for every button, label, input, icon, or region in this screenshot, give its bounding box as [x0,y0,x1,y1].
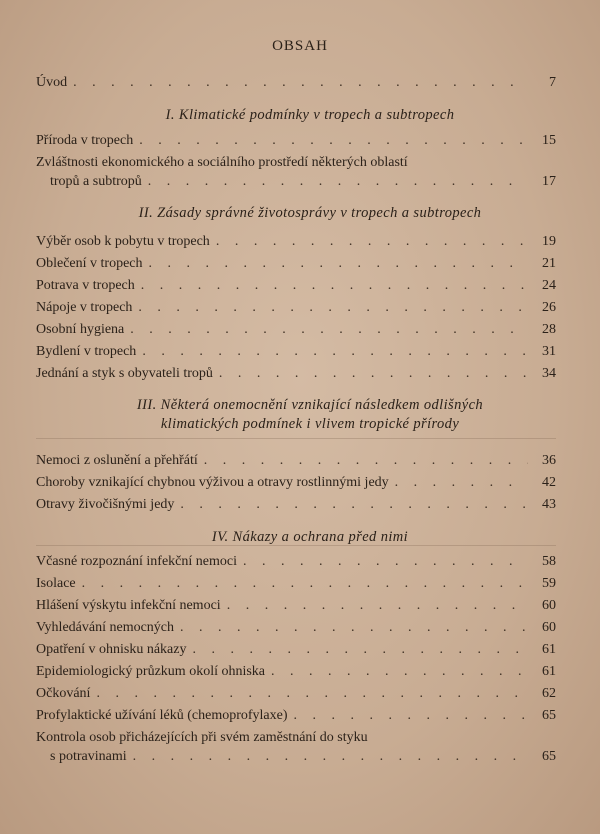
dot-leader [180,495,528,514]
toc-entry[interactable] [36,728,556,766]
entry-title: Profylaktické užívání léků (chemoprofylaxe) [36,708,288,723]
dot-leader [96,684,528,703]
toc-entry[interactable] [36,298,556,317]
toc-entry[interactable] [36,662,556,681]
entry-title: Osobní hygiena [36,322,125,337]
page-number: 34 [542,366,556,381]
toc-entry[interactable] [36,254,556,273]
dot-leader [395,473,528,492]
page-number: 26 [542,300,556,315]
page-number: 60 [542,620,556,635]
entry-title: Výběr osob k pobytu v tropech [36,234,210,249]
dot-leader [192,640,528,659]
dot-leader [141,276,528,295]
dot-leader [130,320,528,339]
section-heading [60,396,560,434]
page-number: 61 [542,664,556,679]
page-number: 17 [542,174,556,189]
toc-entry[interactable] [36,451,556,470]
page-number: 61 [542,642,556,657]
dot-leader [73,73,528,92]
entry-title: Nemoci z oslunění a přehřátí [36,453,198,468]
entry-title: Hlášení výskytu infekční nemoci [36,598,221,613]
page-number: 65 [542,749,556,764]
toc-entry[interactable] [36,320,556,339]
dot-leader [243,552,528,571]
divider [36,545,556,546]
dot-leader [219,364,528,383]
dot-leader [139,131,528,150]
page-number: 15 [542,133,556,148]
divider [36,438,556,439]
dot-leader [294,706,528,725]
section-heading [60,106,560,125]
page-number: 24 [542,278,556,293]
page-number: 60 [542,598,556,613]
section-heading [60,204,560,223]
toc-entry[interactable] [36,640,556,659]
page-number: 58 [542,554,556,569]
toc-entry[interactable] [36,276,556,295]
entry-title: Isolace [36,576,76,591]
page-number: 21 [542,256,556,271]
dot-leader [133,747,528,766]
toc-entry[interactable] [36,232,556,251]
entry-title: Jednání a styk s obyvateli tropů [36,366,213,381]
entry-title: Zvláštnosti ekonomického a sociálního prostředí některých oblastí [36,155,408,170]
dot-leader [216,232,528,251]
entry-title: Opatření v ohnisku nákazy [36,642,187,657]
toc-entry[interactable] [36,618,556,637]
entry-title: Kontrola osob přicházejících při svém zaměstnání do styku [36,730,368,745]
toc-entry[interactable] [36,131,556,150]
dot-leader [204,451,528,470]
page-number: 28 [542,322,556,337]
entry-title: Očkování [36,686,91,701]
section-heading-line: IV. Nákazy a ochrana před nimi [211,529,409,545]
toc-entry[interactable] [36,552,556,571]
toc-entry[interactable] [36,596,556,615]
dot-leader [138,298,528,317]
toc-entry[interactable] [36,574,556,593]
entry-title: Úvod [36,75,68,90]
toc-entry[interactable] [36,73,556,92]
dot-leader [271,662,528,681]
page-number: 65 [542,708,556,723]
entry-title: s potravinami [50,749,127,764]
dot-leader [82,574,528,593]
entry-title: tropů a subtropů [50,174,142,189]
dot-leader [227,596,528,615]
page-number: 7 [549,75,556,90]
toc-entry[interactable] [36,706,556,725]
dot-leader [142,342,528,361]
entry-title: Bydlení v tropech [36,344,137,359]
dot-leader [148,172,528,191]
dot-leader [149,254,528,273]
page-number: 42 [542,475,556,490]
toc-entry[interactable] [36,495,556,514]
toc-entry[interactable] [36,342,556,361]
entry-title: Příroda v tropech [36,133,134,148]
toc-entry[interactable] [36,684,556,703]
toc-entry[interactable] [36,364,556,383]
page-number: 36 [542,453,556,468]
page-number: 43 [542,497,556,512]
entry-title: Choroby vznikající chybnou výživou a otravy rostlinnými jedy [36,475,389,490]
page-number: 19 [542,234,556,249]
section-heading-line: klimatických podmínek i vlivem tropické přírody [160,416,460,432]
page-number: 59 [542,576,556,591]
entry-title: Vyhledávání nemocných [36,620,175,635]
entry-title: Potrava v tropech [36,278,135,293]
entry-title: Epidemiologický průzkum okolí ohniska [36,664,266,679]
page-number: 62 [542,686,556,701]
page-number: 31 [542,344,556,359]
toc-entry[interactable] [36,153,556,191]
section-heading-line: III. Některá onemocnění vznikající následkem odlišných [136,397,484,413]
section-heading-line: II. Zásady správné životosprávy v tropech a subtropech [138,205,482,221]
dot-leader [180,618,528,637]
toc-entry[interactable] [36,473,556,492]
entry-title: Včasné rozpoznání infekční nemoci [36,554,237,569]
page-title: OBSAH [272,38,328,54]
entry-title: Otravy živočišnými jedy [36,497,175,512]
entry-title: Nápoje v tropech [36,300,133,315]
entry-title: Oblečení v tropech [36,256,143,271]
section-heading-line: I. Klimatické podmínky v tropech a subtropech [165,107,455,123]
